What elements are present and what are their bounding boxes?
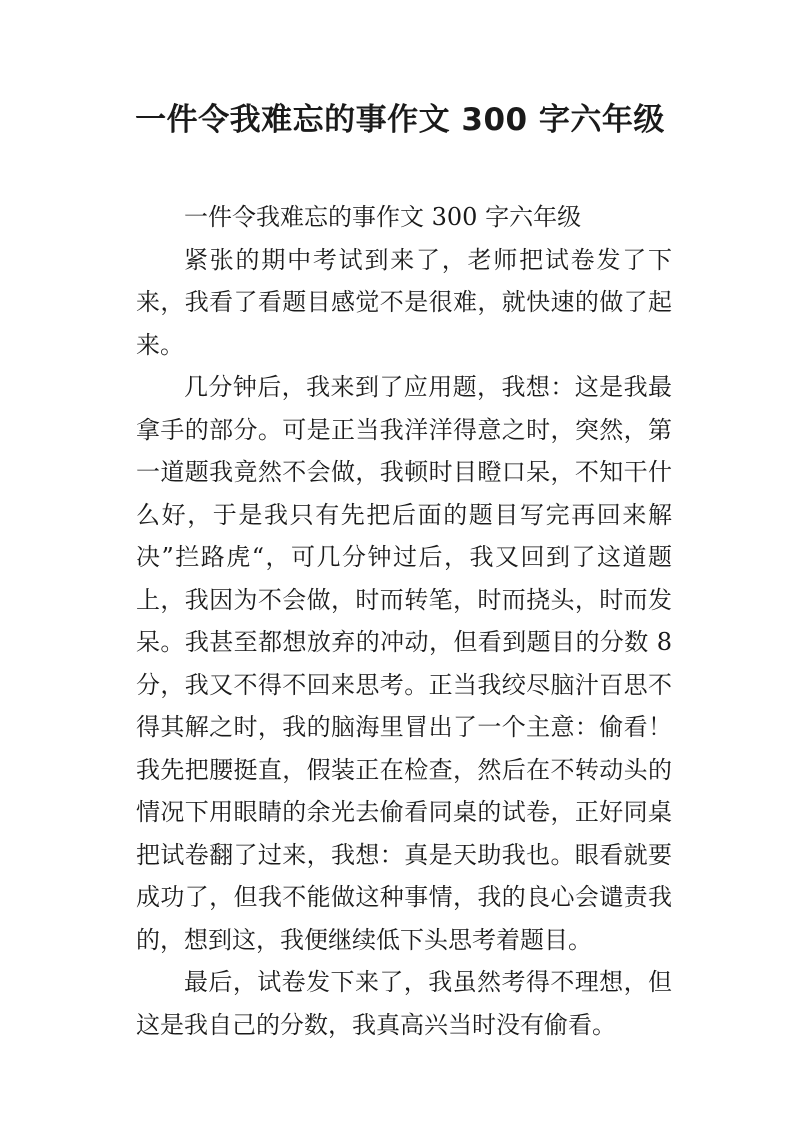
body-paragraph-1: 紧张的期中考试到来了，老师把试卷发了下来，我看了看题目感觉不是很难，就快速的做了起来。 xyxy=(136,245,672,359)
body-paragraph-2: 几分钟后，我来到了应用题，我想：这是我最拿手的部分。可是正当我洋洋得意之时，突然，第一道题我竟然不会做，我顿时目瞪口呆，不知干什么好，于是我只有先把后面的题目写完再回来解决”拦路虎“，可几分钟过后，我又回到了这道题上，我因为不会做，时而转笔，时而挠头，时而发呆。我甚至都想放弃的冲动，但看到题目的分数 8 分，我又不得不回来思考。正当我绞尽脑汁百思不得其解之时，我的脑海里冒出了一个主意：偷看！我先把腰挺直，假装正在检查，然后在不转动头的情况下用眼睛的余光去偷看同桌的试卷，正好同桌把试卷翻了过来，我想：真是天助我也。眼看就要成功了，但我不能做这种事情，我的良心会谴责我的，想到这，我便继续低下头思考着题目。 xyxy=(136,373,672,954)
document-body xyxy=(136,196,672,1046)
document-title: 一件令我难忘的事作文 300 字六年级 xyxy=(135,102,665,138)
body-paragraph-3: 最后，试卷发下来了，我虽然考得不理想，但这是我自己的分数，我真高兴当时没有偷看。 xyxy=(136,968,672,1039)
subtitle-paragraph: 一件令我难忘的事作文 300 字六年级 xyxy=(184,203,582,231)
